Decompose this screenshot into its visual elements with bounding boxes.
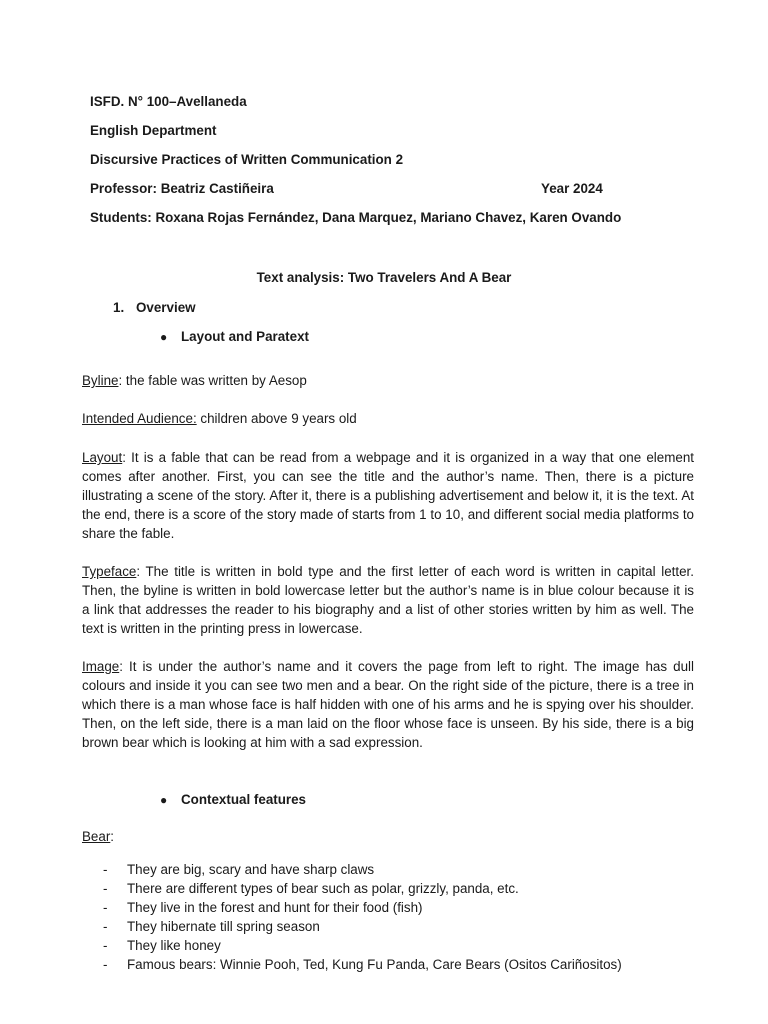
dash-icon: - bbox=[103, 862, 108, 877]
bullet-layout-paratext bbox=[160, 329, 309, 344]
image-text: : It is under the author’s name and it covers the page from left to right. The image has dull colours and inside it you can see two men and a bear. On the right side of the picture, there is a tree in which there is a man whose face is half hidden with one of his arms and he is spying over his shoulder. Then, on the left side, there is a man laid on the floor whose face is unseen. By his side, there is a big brown bear which is looking at him with a sad expression. bbox=[82, 659, 694, 750]
professor-line: Professor: Beatriz Castiñeira bbox=[90, 181, 274, 196]
list-item bbox=[103, 955, 622, 974]
image-label: Image bbox=[82, 659, 120, 674]
layout-label: Layout bbox=[82, 450, 123, 465]
bullet-contextual-features bbox=[160, 792, 306, 807]
department-line: English Department bbox=[90, 123, 217, 138]
layout-text: : It is a fable that can be read from a webpage and it is organized in a way that one element comes after another. First, you can see the title and the author’s name. Then, there is a picture illustrating a scene of the story. After it, there is a publishing advertisement and below it, it is the text. At the end, there is a score of the story made of starts from 1 to 10, and different social media platforms to share the fable. bbox=[82, 450, 694, 541]
list-item bbox=[103, 860, 622, 879]
bear-list bbox=[103, 860, 622, 974]
bear-heading bbox=[82, 829, 114, 844]
image-paragraph bbox=[82, 657, 694, 752]
bear-colon: : bbox=[110, 829, 115, 844]
dash-icon: - bbox=[103, 919, 108, 934]
list-item-text: They are big, scary and have sharp claws bbox=[127, 862, 375, 877]
students-line: Students: Roxana Rojas Fernández, Dana Marquez, Mariano Chavez, Karen Ovando bbox=[90, 210, 622, 225]
bullet-label: Contextual features bbox=[181, 792, 307, 807]
byline-label: Byline bbox=[82, 373, 119, 388]
bear-label: Bear bbox=[82, 829, 111, 844]
list-item-text: They hibernate till spring season bbox=[127, 919, 320, 934]
audience-label: Intended Audience: bbox=[82, 411, 197, 426]
list-item-text: Famous bears: Winnie Pooh, Ted, Kung Fu Panda, Care Bears (Ositos Cariñositos) bbox=[127, 957, 622, 972]
dash-icon: - bbox=[103, 938, 108, 953]
course-line: Discursive Practices of Written Communication 2 bbox=[90, 152, 404, 167]
bullet-dot-icon: ● bbox=[160, 793, 168, 807]
section-number: 1. bbox=[113, 300, 125, 315]
audience-line bbox=[82, 411, 357, 426]
document-title: Text analysis: Two Travelers And A Bear bbox=[256, 270, 512, 285]
typeface-paragraph bbox=[82, 562, 694, 638]
typeface-text: : The title is written in bold type and the first letter of each word is written in capital letter. Then, the byline is written in bold lowercase letter but the author’s name is in blue colour because it is a link that addresses the reader to his biography and a list of other stories written by him as well. The text is written in the printing press in lowercase. bbox=[82, 564, 694, 636]
list-item bbox=[103, 879, 622, 898]
section-overview-heading bbox=[113, 300, 196, 315]
list-item-text: There are different types of bear such as polar, grizzly, panda, etc. bbox=[127, 881, 519, 896]
section-label: Overview bbox=[136, 300, 196, 315]
list-item-text: They like honey bbox=[127, 938, 221, 953]
bullet-dot-icon: ● bbox=[160, 330, 168, 344]
dash-icon: - bbox=[103, 957, 108, 972]
dash-icon: - bbox=[103, 881, 108, 896]
typeface-label: Typeface bbox=[82, 564, 137, 579]
list-item-text: They live in the forest and hunt for their food (fish) bbox=[127, 900, 423, 915]
byline-line bbox=[82, 373, 307, 388]
list-item bbox=[103, 898, 622, 917]
year-line: Year 2024 bbox=[541, 181, 603, 196]
dash-icon: - bbox=[103, 900, 108, 915]
byline-text: : the fable was written by Aesop bbox=[118, 373, 307, 388]
list-item bbox=[103, 936, 622, 955]
list-item bbox=[103, 917, 622, 936]
audience-text: children above 9 years old bbox=[196, 411, 357, 426]
institution-line: ISFD. N° 100–Avellaneda bbox=[90, 94, 247, 109]
bullet-label: Layout and Paratext bbox=[181, 329, 309, 344]
layout-paragraph bbox=[82, 448, 694, 543]
